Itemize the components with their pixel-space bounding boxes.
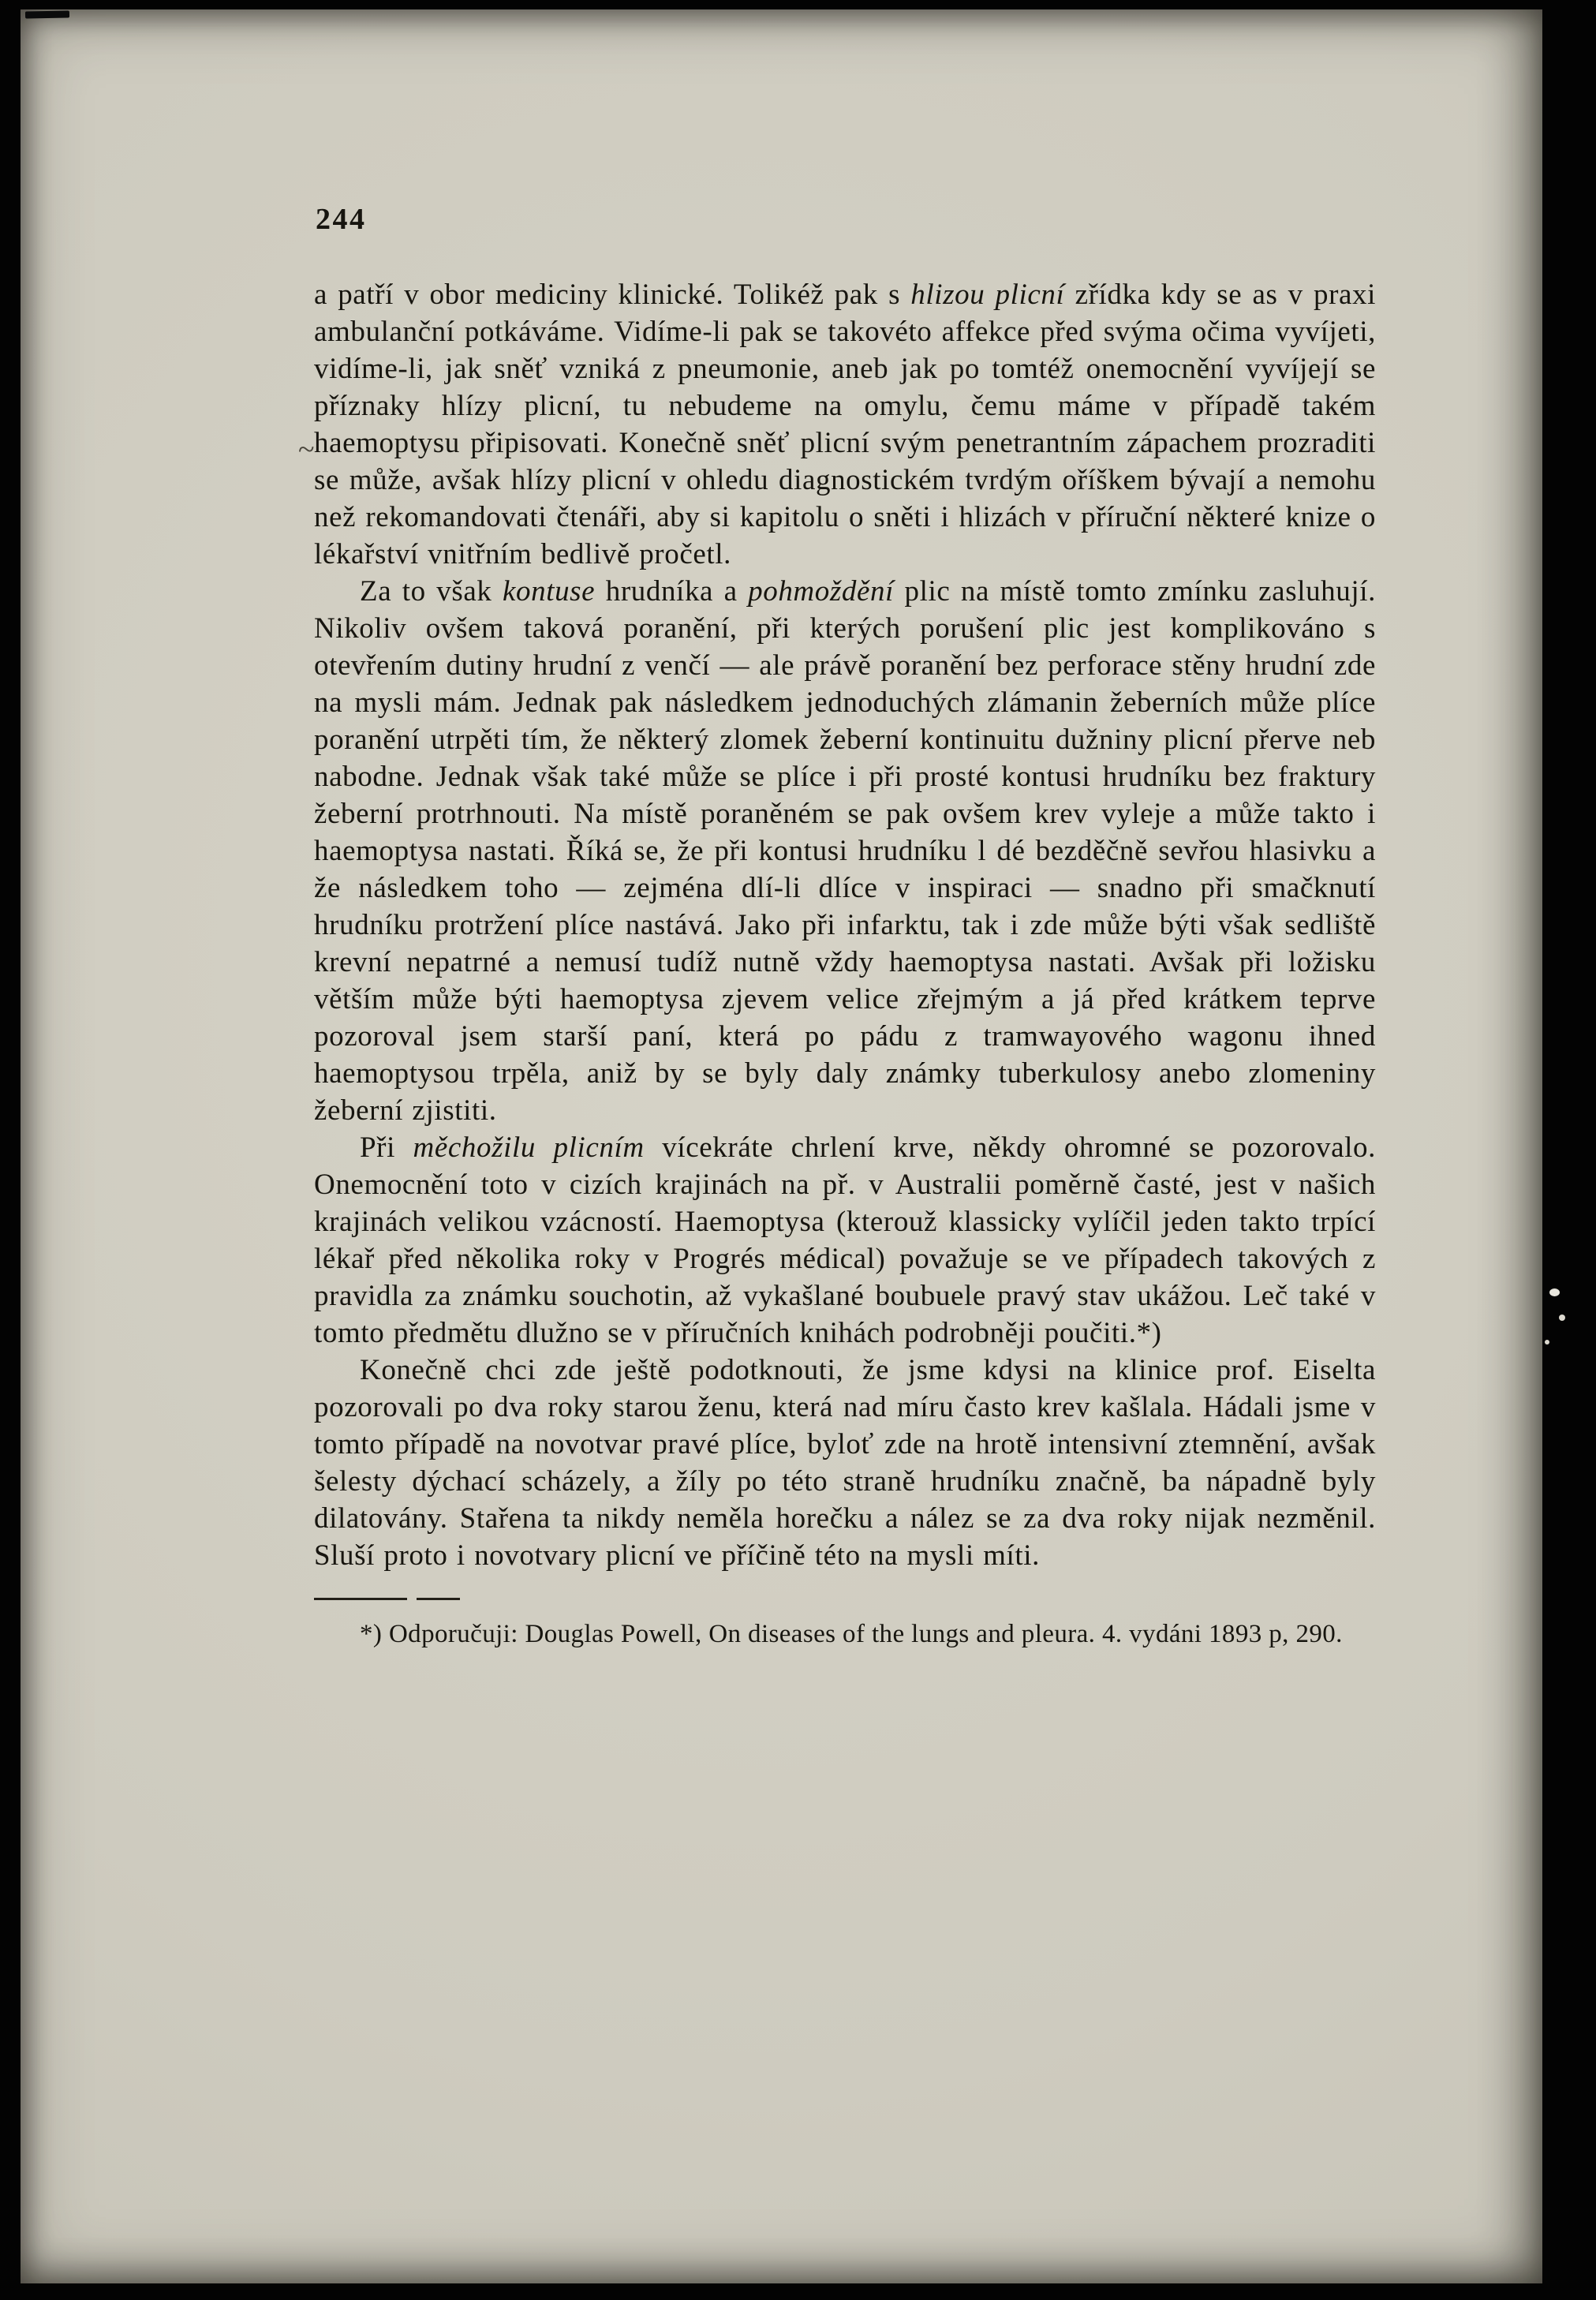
paragraph: Konečně chci zde ještě podotknouti, že jsme kdysi na klinice prof. Eiselta pozorovali po dva roky starou ženu, která nad míru často krev kašlala. Hádali jsme v tomto případě na novotvar pravé plíce, byloť zde na hrotě intensivní ztemnění, avšak šelesty dýchací scházely, a žíly po této straně hrudníku značně, ba nápadně byly dilatovány. Stařena ta nikdy neměla horečku a nález se za dva roky nijak nezměnil. Sluší proto i novotvary plicní ve příčině této na mysli míti. (314, 1354, 1376, 1572)
paragraph: Při měchožilu plicním vícekráte chrlení krve, někdy ohromné se pozorovalo. Onemocnění toto v cizích krajinách na př. v Australii poměrně časté, jest v našich krajinách velikou vzácností. Haemoptysa (kterouž klassicky vylíčil jeden takto trpící lékař před několika roky v Progrés médical) považuje se ve případech takových z pravidla za známku souchotin, až vykašlané boubuele pravý stav ukážou. Leč také v tomto předmětu dlužno se v příručních knihách podrobněji poučiti.*) (314, 1131, 1376, 1349)
page-number: 244 (316, 203, 367, 236)
scan-artifact-dash (25, 11, 69, 19)
scan-artifact-tilde: ~ (298, 433, 315, 466)
page-content (314, 202, 1376, 1652)
scan-speck (1549, 1288, 1560, 1296)
footnote-rule (314, 1598, 460, 1600)
scan-speck (1545, 1340, 1549, 1344)
paper (21, 9, 1542, 2283)
paragraph: a patří v obor mediciny klinické. Tolikéž pak s hlizou plicní zřídka kdy se as v praxi ambulanční potkáváme. Vidíme-li pak se takovéto affekce před svýma očima vyvíjeti, vidíme-li, jak sněť vzniká z pneumonie, aneb jak po tomtéž onemocnění vyvíjejí se příznaky hlízy plicní, tu nebudeme na omylu, čemu máme v případě takém haemoptysu připisovati. Konečně sněť plicní svým penetrantním zápachem prozraditi se může, avšak hlízy plicní v ohledu diagnostickém tvrdým oříškem bývají a nemohu než rekomandovati čtenáři, aby si kapitolu o sněti i hlizách v příruční některé knize o lékařství vnitřním bedlivě pročetl. (314, 279, 1376, 570)
footnote-text: *) Odporučuji: Douglas Powell, On diseases of the lungs and pleura. 4. vydáni 1893 p, 290. (360, 1620, 1343, 1648)
footnote (314, 1598, 1376, 1652)
body-text (314, 276, 1376, 1574)
scan-speck (1559, 1315, 1565, 1321)
paragraph: Za to však kontuse hrudníka a pohmoždění plic na místě tomto zmínku zasluhují. Nikoliv ovšem taková poranění, při kterých porušení plic jest komplikováno s otevřením dutiny hrudní z venčí — ale právě poranění bez perforace stěny hrudní zde na mysli mám. Jednak pak následkem jednoduchých zlámanin žeberních může plíce poranění utrpěti tím, že některý zlomek žeberní kontinuitu dužniny plicní přerve neb nabodne. Jednak však také může se plíce i při prosté kontusi hrudníku bez fraktury žeberní protrhnouti. Na místě poraněném se pak ovšem krev vyleje a může takto i haemoptysa nastati. Říká se, že při kontusi hrudníku l dé bezděčně sevřou hlasivku a že následkem toho — zejména dlí-li dlíce v inspiraci — snadno při smačknutí hrudníku protržení plíce nastává. Jako při infarktu, tak i zde může býti však sedliště krevní nepatrné a nemusí tudíž nutně vždy haemoptysa nastati. Avšak při ložisku větším může býti haemoptysa zjevem velice zřejmým a já před krátkem teprve pozoroval jsem starší paní, která po pádu z tramwayového wagonu ihned haemoptysou trpěla, aniž by se byly daly známky tuberkulosy anebo zlomeniny žeberní zjistiti. (314, 575, 1376, 1127)
